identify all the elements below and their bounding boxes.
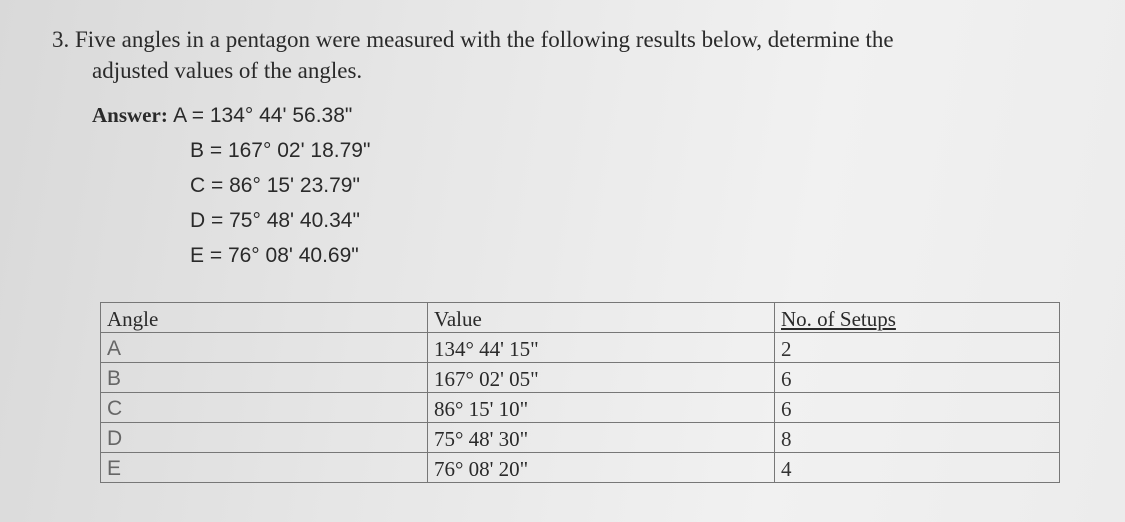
header-angle: Angle [101,303,428,333]
table-row [101,333,1060,363]
measurement-table [100,302,1060,483]
value-cell: 76° 08' 20" [428,453,775,483]
answer-label: Answer: [92,103,168,127]
question-line-1: 3. Five angles in a pentagon were measured with the following results below, determine the [52,27,894,52]
angle-cell: E [101,453,428,483]
table-row [101,423,1060,453]
answer-block [92,98,370,273]
table-header-row [101,303,1060,333]
header-setups: No. of Setups [781,307,896,331]
value-cell: 86° 15' 10" [428,393,775,423]
header-setups-cell [775,303,1060,333]
angle-cell: C [101,393,428,423]
answer-row-b [92,133,370,168]
setups-cell: 6 [775,393,1060,423]
answer-b: B = 167° 02' 18.79" [190,139,371,162]
answer-d: D = 75° 48' 40.34" [190,209,360,232]
answer-c: C = 86° 15' 23.79" [190,174,360,197]
header-value: Value [428,303,775,333]
answer-e: E = 76° 08' 40.69" [190,244,359,267]
value-cell: 134° 44' 15" [428,333,775,363]
answer-row-e [92,238,370,273]
angle-cell: D [101,423,428,453]
setups-cell: 2 [775,333,1060,363]
question-line-2: adjusted values of the angles. [92,58,363,83]
table-row [101,393,1060,423]
answer-a: A = 134° 44' 56.38" [173,104,353,127]
angle-cell: B [101,363,428,393]
setups-cell: 6 [775,363,1060,393]
answer-row-d [92,203,370,238]
answer-row-c [92,168,370,203]
answer-row-a [92,98,370,133]
table-row [101,453,1060,483]
value-cell: 75° 48' 30" [428,423,775,453]
angle-cell: A [101,333,428,363]
setups-cell: 4 [775,453,1060,483]
setups-cell: 8 [775,423,1060,453]
value-cell: 167° 02' 05" [428,363,775,393]
question-text [52,24,1092,86]
table-row [101,363,1060,393]
